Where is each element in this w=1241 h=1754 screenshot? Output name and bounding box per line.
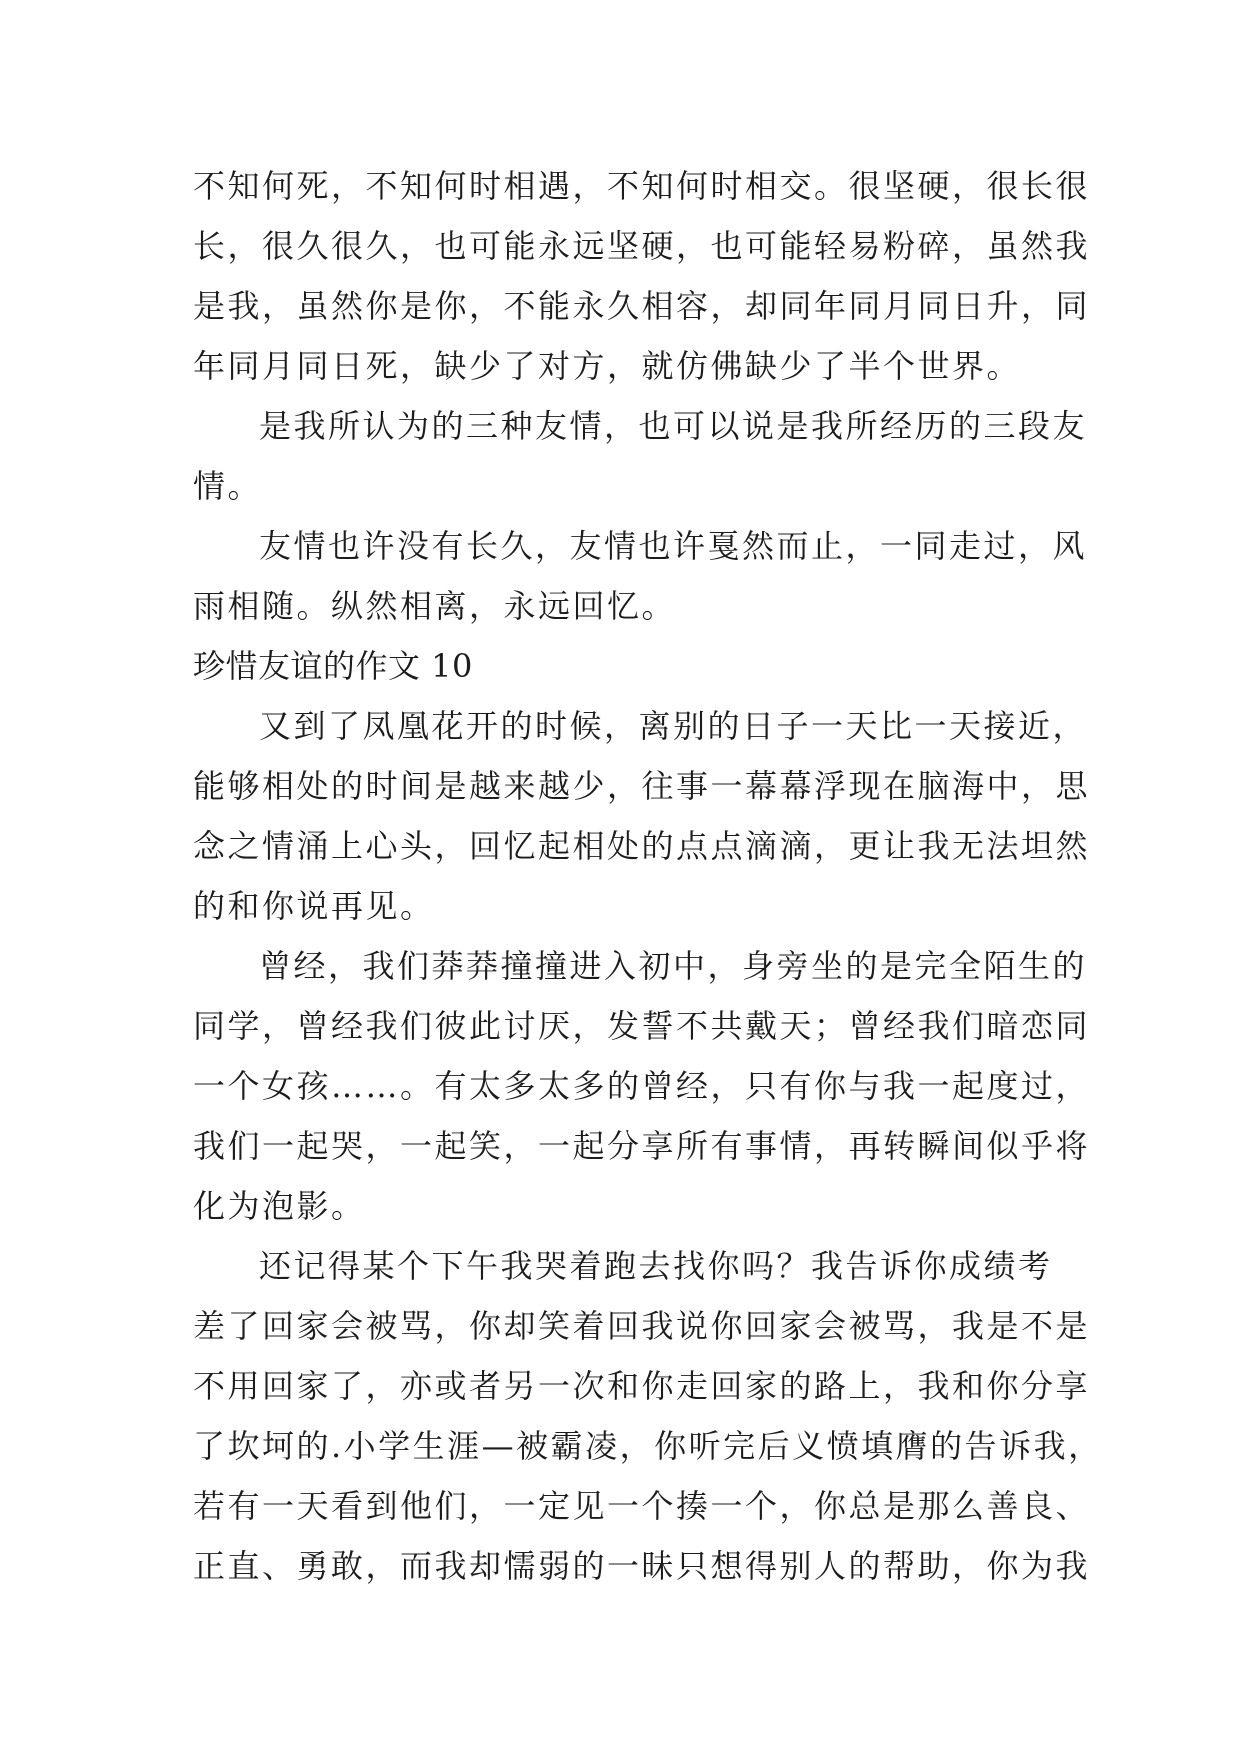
- text-line: 友情也许没有长久，友情也许戛然而止，一同走过，风: [259, 527, 1088, 565]
- text-line: 是我所认为的三种友情，也可以说是我所经历的三段友: [259, 407, 1088, 445]
- text-line: 一个女孩……。有太多太多的曾经，只有你与我一起度过，: [193, 1067, 1091, 1105]
- text-line: 是我，虽然你是你，不能永久相容，却同年同月同日升，同: [193, 287, 1091, 325]
- paragraph-5: [193, 936, 1091, 1236]
- text-line: 若有一天看到他们，一定见一个揍一个，你总是那么善良、: [193, 1487, 1091, 1525]
- text-line: 差了回家会被骂，你却笑着回我说你回家会被骂，我是不是: [193, 1307, 1091, 1345]
- text-line: 又到了凤凰花开的时候，离别的日子一天比一天接近，: [259, 707, 1088, 745]
- text-line: 的和你说再见。: [193, 887, 435, 925]
- text-line: 情。: [193, 467, 263, 505]
- paragraph-1: [193, 156, 1091, 396]
- document-body: [193, 156, 1103, 1596]
- text-line: 化为泡影。: [193, 1187, 366, 1225]
- text-line: 曾经，我们莽莽撞撞进入初中，身旁坐的是完全陌生的: [259, 947, 1088, 985]
- paragraph-3: [193, 516, 1088, 636]
- text-line: 正直、勇敢，而我却懦弱的一昧只想得别人的帮助，你为我: [193, 1547, 1091, 1585]
- text-line: 不用回家了，亦或者另一次和你走回家的路上，我和你分享: [193, 1367, 1091, 1405]
- text-line: 念之情涌上心头，回忆起相处的点点滴滴，更让我无法坦然: [193, 827, 1091, 865]
- text-line: 雨相随。纵然相离，永远回忆。: [193, 587, 677, 625]
- text-line: 长，很久很久，也可能永远坚硬，也可能轻易粉碎，虽然我: [193, 227, 1091, 265]
- text-line: 了坎坷的.小学生涯—被霸凌，你听完后义愤填膺的告诉我，: [193, 1427, 1103, 1465]
- text-line: 年同月同日死，缺少了对方，就仿佛缺少了半个世界。: [193, 347, 1022, 385]
- paragraph-4: [193, 696, 1091, 936]
- section-heading: [193, 636, 1073, 696]
- text-line: 不知何死，不知何时相遇，不知何时相交。很坚硬，很长很: [193, 167, 1091, 205]
- paragraph-2: [193, 396, 1088, 516]
- text-line: 还记得某个下午我哭着跑去找你吗？我告诉你成绩考: [259, 1247, 1053, 1285]
- paragraph-6: [193, 1236, 1103, 1596]
- text-line: 能够相处的时间是越来越少，往事一幕幕浮现在脑海中，思: [193, 767, 1091, 805]
- heading-text: 珍惜友谊的作文 10: [193, 647, 473, 685]
- text-line: 我们一起哭，一起笑，一起分享所有事情，再转瞬间似乎将: [193, 1127, 1091, 1165]
- text-line: 同学，曾经我们彼此讨厌，发誓不共戴天；曾经我们暗恋同: [193, 1007, 1091, 1045]
